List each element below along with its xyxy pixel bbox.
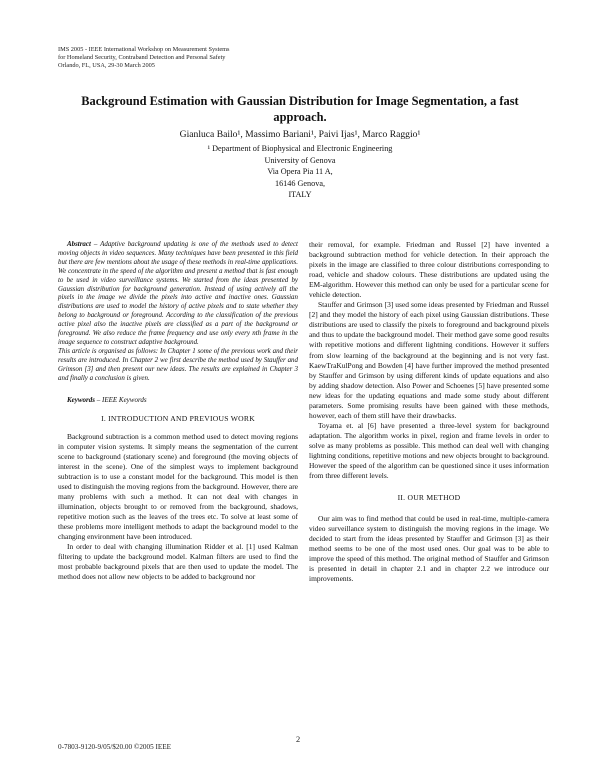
conference-header — [58, 46, 378, 71]
affiliation-city: 16146 Genova, — [274, 178, 326, 188]
keywords-label: Keywords — [67, 395, 95, 404]
affiliation-street: Via Opera Pia 11 A, — [267, 167, 333, 176]
affiliation-university: University of Genova — [264, 155, 336, 165]
copyright-footer: 0-7803-9120-9/05/$20.00 ©2005 IEEE — [58, 743, 172, 751]
abstract-text: – Adaptive background updating is one of the methods used to detect moving objects in video sequences. Many techniques have been presented in this field but there are few mentions about the usage of these methods in real-time applications. We concentrate in the speed of the algorithm and present a method that is fast enough to be used in video surveillance systems. We started from the ideas presented by Gaussian distribution for background generation. Instead of using actively all the pixels in the image we divide the pixels into active and inactive ones. Gaussian distributions are used to model the history of active pixels and to state whether they belong to background or foreground. According to the classification of the previous active pixel also the inactive pixels are classified as a part of the background or foreground. We also reduce the frame frequency and use only every nth frame in the image sequence to construct adaptive background. — [58, 240, 298, 346]
paragraph: Our aim was to find method that could be used in real-time, multiple-camera video surveillance system to distinguish the moving regions in the image. We decided to start from the ideas presented by Stauffer and Grimson [3] as their method seems to be one of the most used ones. Our goal was to be able to improve the speed of this method. The original method of Stauffer and Grimson is presented in detail in chapter 2.1 and in chapter 2.2 we introduce our improvements. — [309, 514, 549, 584]
conference-line: IMS 2005 - IEEE International Workshop on Measurement Systems — [58, 46, 230, 53]
abstract — [58, 240, 298, 347]
section-heading-introduction: I. INTRODUCTION AND PREVIOUS WORK — [101, 413, 255, 423]
affiliation-country: ITALY — [288, 190, 312, 199]
paragraph: In order to deal with changing illumination Ridder et al. [1] used Kalman filtering to update the background model. Kalman filters are used to find the most probable background pixels that are then used to update the model. The method does not allow new objects to be added to background nor — [58, 542, 298, 582]
keywords — [58, 395, 298, 405]
paragraph: Toyama et. al [6] have presented a three-level system for background adaptation. The algorithm works in pixel, region and frame levels in order to solve as many problems as possible. This method can deal well with changing lightning conditions, repetitive motions and new objects brought to background. However the speed of the algorithm can be questioned since it uses information from three different levels. — [309, 420, 549, 481]
paragraph: Background subtraction is a common method used to detect moving regions in computer vision systems. It simply means the segmentation of the current scene to background (stationary scene) and foreground (the moving objects of interest in the scene). One of the simplest ways to implement background subtraction is to use a constant model for the background. This model is then used to distinguish the moving regions from the background. However, there are many problems with such a method. It can not deal with changes in illumination, objects brought to or removed from the background, shadows, repetitive motion such as the leaves of the trees etc. To solve at least some of these problems more intelligent methods to adapt the background model to the changing environment have been introduced. — [58, 431, 298, 542]
left-column — [58, 240, 298, 582]
abstract-label: Abstract — [67, 240, 91, 248]
paragraph: their removal, for example. Friedman and Russel [2] have invented a background subtraction method for vehicle detection. In their approach the pixels in the image are classified to three colour distributions corresponding to road, vehicle and shadow colours. These distributions are updated using the EM-algorithm. However this method can only be used for a particular scene for vehicle detection. — [309, 240, 549, 300]
paragraph: Stauffer and Grimson [3] used some ideas presented by Friedman and Russel [2] and they model the history of each pixel using Gaussian distributions. These distributions are used to classify the pixels to foreground and background pixels and thus to update the background model. Their method gave some good results with repetitive motions and different lightning conditions. However it suffers from slow learning of the background at the beginning and is not very fast. KaewTraKulPong and Bowden [4] have further improved the method presented by Stauffer and Grimson by using different kinds of update equations and also by adding shadow detection. Also Power and Schoenes [5] have presented some new ideas for the updating equations and made some study about different parameters. Some promising results have been gained with these methods, however, each of them still have their drawbacks. — [309, 300, 549, 420]
section-heading-our-method: II. OUR METHOD — [397, 493, 461, 503]
affiliation — [100, 143, 500, 201]
keywords-text: – IEEE Keywords — [95, 395, 147, 404]
page-number: 2 — [296, 735, 301, 744]
right-column — [309, 240, 549, 585]
conference-line: for Homeland Security, Contraband Detection and Personal Safety — [58, 54, 226, 62]
abstract-organisation: This article is organised as follows: In Chapter 1 some of the previous work and their results are introduced. In Chapter 2 we first describe the method used by Stauffer and Grimson [3] and then present our new ideas. The results are explained in Chapter 3 and finally a conclusion is given. — [58, 346, 298, 382]
paper-title: Background Estimation with Gaussian Distribution for Image Segmentation, a fast approach. — [81, 94, 519, 124]
conference-line: Orlando, FL, USA, 29-30 March 2005 — [58, 62, 155, 70]
author-list: Gianluca Bailo¹, Massimo Bariani¹, Paivi Ijas¹, Marco Raggio¹ — [179, 129, 421, 140]
affiliation-dept: ¹ Department of Biophysical and Electronic Engineering — [207, 144, 393, 153]
